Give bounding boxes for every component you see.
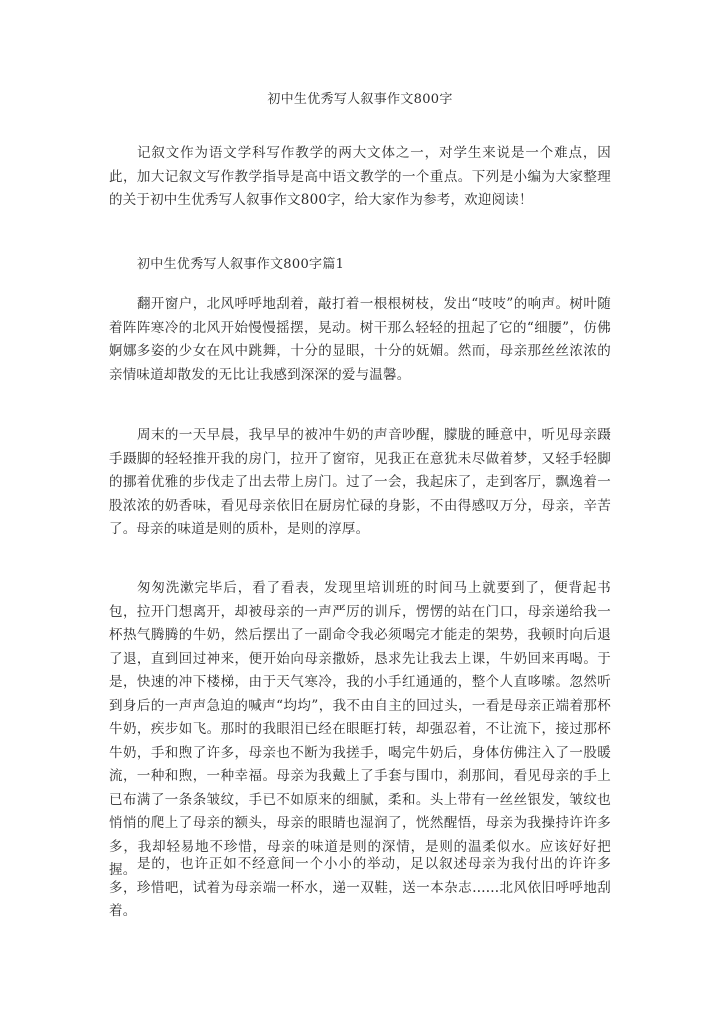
body-paragraph-3: 匆匆洗漱完毕后，看了看表，发现里培训班的时间马上就要到了，便背起书包，拉开门想离开，却被母亲的一声严厉的训斥，愣愣的站在门口，母亲递给我一杯热气腾腾的牛奶，然后摆出了一副命令我必须喝完才能走的架势，我顿时向后退了退，直到回过神来，便开始向母亲撒娇，恳求先让我去上课，牛奶回来再喝。于是，快速的冲下楼梯，由于天气寒冷，我的小手红通通的，整个人直哆嗦。忽然听到身后的一声声急迫的喊声“均均”，我不由自主的回过头，一看是母亲正端着那杯牛奶，疾步如飞。那时的我眼泪已经在眼眶打转，却强忍着，不让流下，接过那杯牛奶，手和煦了许多，母亲也不断为我搓手，喝完牛奶后，身体仿佛注入了一股暖流，一种和煦，一种幸福。母亲为我戴上了手套与围巾，刹那间，看见母亲的手上已布满了一条条皱纹，手已不如原来的细腻，柔和。头上带有一丝丝银发，皱纹也悄悄的爬上了母亲的额头，母亲的眼睛也湿润了，恍然醒悟，母亲为我操持许许多多，我却轻易地不珍惜，母亲的味道是则的深情，是则的温柔似水。应该好好把握。 — [109, 580, 611, 878]
body-paragraph-1: 翻开窗户，北风呼呼地刮着，敲打着一根根树枝，发出“吱吱”的响声。树叶随着阵阵寒冷的北风开始慢慢摇摆，晃动。树干那么轻轻的扭起了它的“细腰”，仿佛婀娜多姿的少女在风中跳舞，十分的显眼，十分的妩媚。然而，母亲那丝丝浓浓的亲情味道却散发的无比让我感到深深的爱与温馨。 — [109, 296, 611, 383]
body-paragraph-4: 是的，也许正如不经意间一个小小的举动，足以叙述母亲为我付出的许许多多，珍惜吧，试着为母亲端一杯水，递一双鞋，送一本杂志…...北风依旧呼呼地刮着。 — [109, 856, 611, 919]
body-paragraph-2: 周末的一天早晨，我早早的被冲牛奶的声音吵醒，朦胧的睡意中，听见母亲蹑手蹑脚的轻轻推开我的房门，拉开了窗帘，见我正在意犹未尽做着梦，又轻手轻脚的挪着优雅的步伐走了出去带上房门。过了一会，我起床了，走到客厅，飘逸着一股浓浓的奶香味，看见母亲依旧在厨房忙碌的身影，不由得感叹万分，母亲，辛苦了。母亲的味道是则的质朴，是则的淳厚。 — [109, 427, 611, 537]
document-title: 初中生优秀写人叙事作文800字 — [267, 92, 453, 107]
section-heading: 初中生优秀写人叙事作文800字篇1 — [137, 257, 345, 272]
intro-paragraph: 记叙文作为语文学科写作教学的两大文体之一，对学生来说是一个难点，因此，加大记叙文写作教学指导是高中语文教学的一个重点。下列是小编为大家整理的关于初中生优秀写人叙事作文800字，给大家作为参考，欢迎阅读！ — [109, 145, 611, 208]
